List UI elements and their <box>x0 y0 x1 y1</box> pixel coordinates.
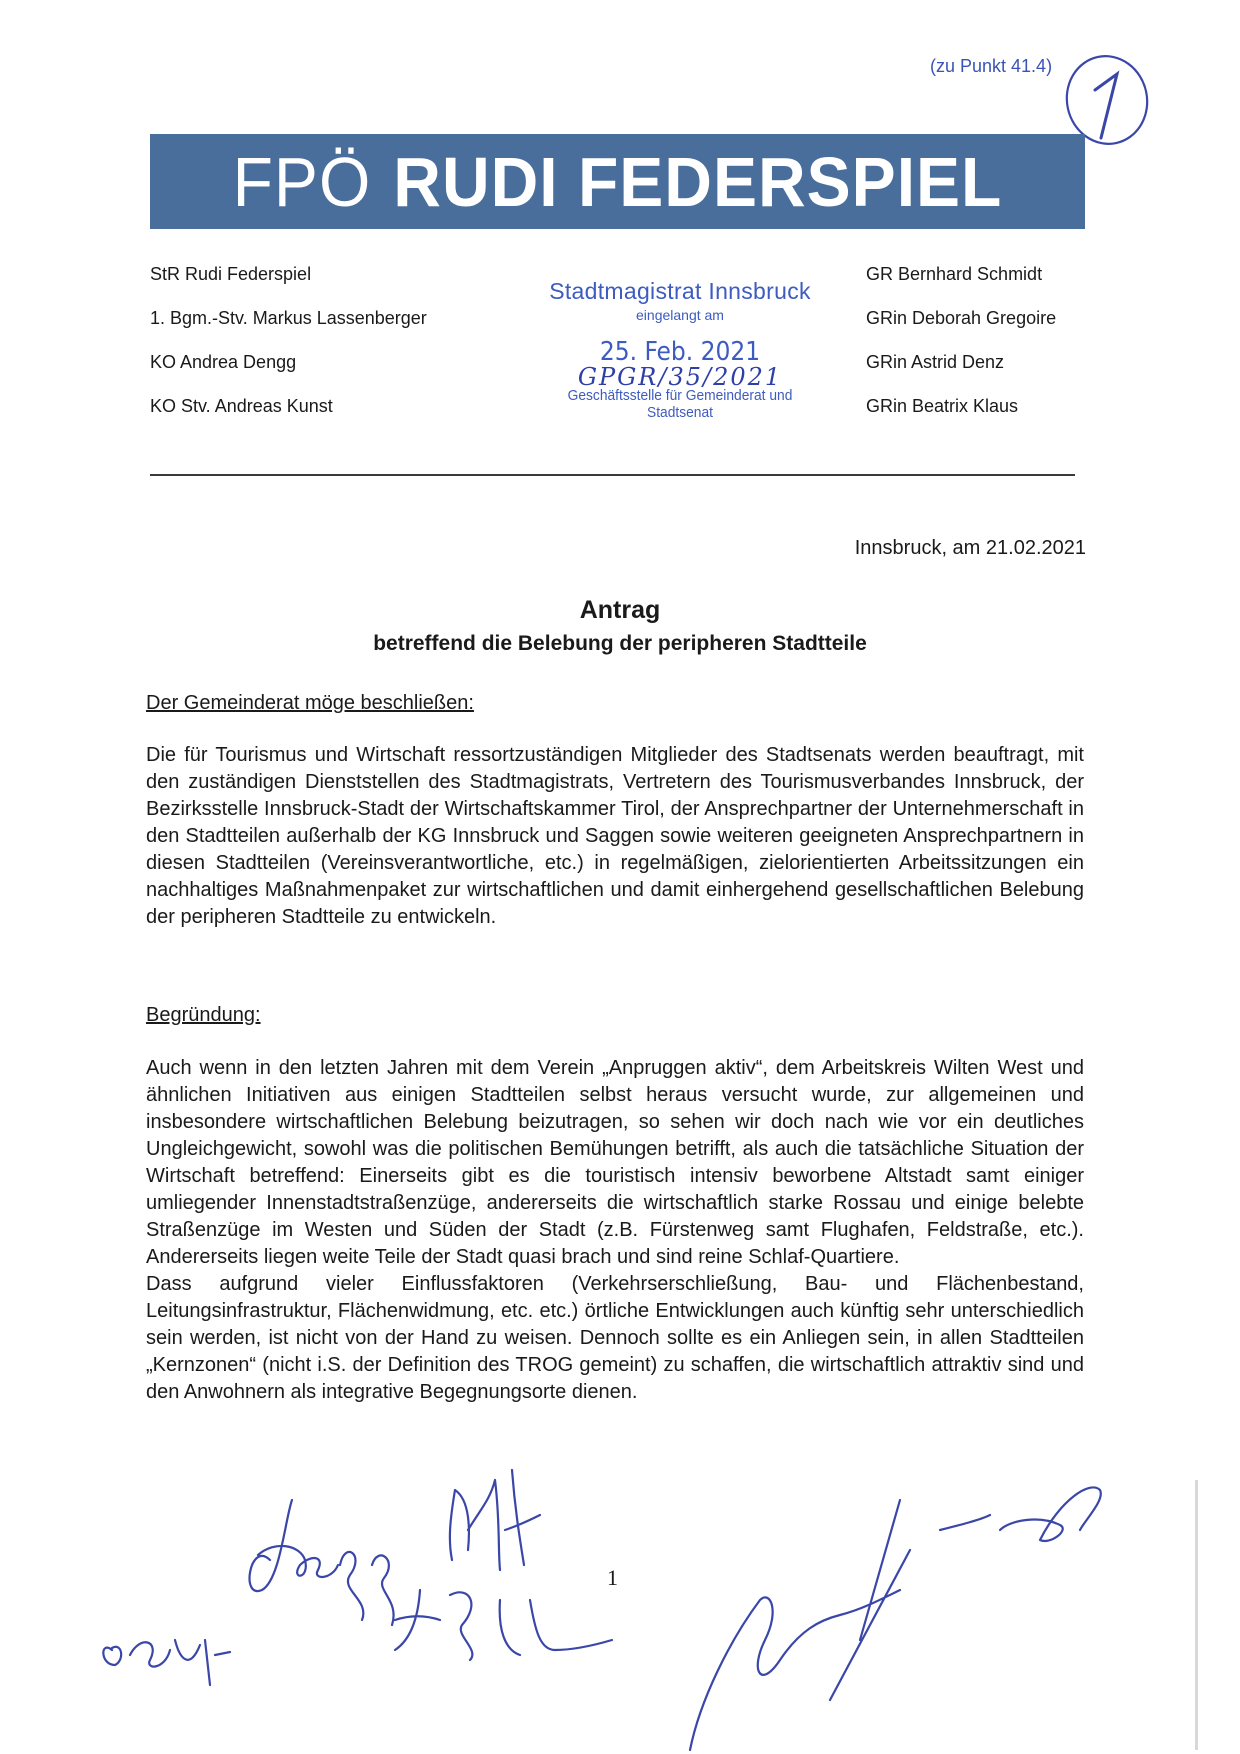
resolution-text <box>146 742 1084 931</box>
stamp-reference: GPGR/35/2021 <box>577 363 783 391</box>
banner-name: RUDI FEDERSPIEL <box>393 142 1003 221</box>
signatory: GRin Deborah Gregoire <box>866 308 1057 328</box>
header-divider <box>150 474 1075 476</box>
signatory: GR Bernhard Schmidt <box>866 264 1043 284</box>
reasoning-heading: Begründung: <box>146 1004 261 1026</box>
stamp-title: Stadtmagistrat Innsbruck <box>549 278 811 304</box>
place-date: Innsbruck, am 21.02.2021 <box>854 537 1086 559</box>
document-title: Antrag <box>579 596 661 624</box>
scan-edge-mark <box>1195 1480 1198 1750</box>
resolution-paragraph: Die für Tourismus und Wirtschaft ressortzuständigen Mitglieder des Stadtsenats werden beauftragt, mit den zuständigen Dienststellen des Stadtmagistrats, Vertretern des Tourismusverbandes Innsbruck, der Bezirksstelle Innsbruck-Stadt der Wirtschaftskammer Tirol, der Ansprechpartner der Unternehmerschaft in den Stadtteilen außerhalb der KG Innsbruck und Saggen sowie weiteren geeigneten Ansprechpartnern in diesen Stadtteilen (Vereinsverantwortliche, etc.) in regelmäßigen, zielorientierten Arbeitssitzungen ein nachhaltiges Maßnahmenpaket zur wirtschaftlichen und damit einhergehend gesellschaftlichen Belebung der peripheren Stadtteile zu entwickeln. <box>146 744 1084 928</box>
page-number: 1 <box>607 1565 618 1590</box>
signatories-right <box>866 252 1056 428</box>
signatory: 1. Bgm.-Stv. Markus Lassenberger <box>150 308 427 328</box>
banner-text <box>150 132 1085 232</box>
stamp-office: Geschäftsstelle für Gemeinderat und Stadtsenat <box>567 387 793 421</box>
signatory: StR Rudi Federspiel <box>150 264 312 284</box>
signatory: GRin Beatrix Klaus <box>866 396 1019 416</box>
stamp-received-label: eingelangt am <box>636 307 724 323</box>
signatory: GRin Astrid Denz <box>866 352 1005 372</box>
received-stamp <box>520 278 840 421</box>
page-reference: (zu Punkt 41.4) <box>930 56 1053 76</box>
banner-party: FPÖ <box>232 142 372 221</box>
stamp-date: 25. Feb. 2021 <box>599 337 761 367</box>
reasoning-paragraph: Dass aufgrund vieler Einflussfaktoren (Verkehrserschließung, Bau- und Flächenbestand, Leitungsinfrastruktur, Flächenwidmung, etc. etc.) örtliche Entwicklungen auch künftig sehr unterschiedlich sein werden, ist nicht von der Hand zu weisen. Dennoch sollte es ein Anliegen sein, in allen Stadtteilen „Kernzonen“ (nicht i.S. der Definition des TROG gemeint) zu schaffen, die wirtschaftlich attraktiv sind und den Anwohnern als integrative Begegnungsorte dienen. <box>146 1273 1084 1403</box>
resolution-heading: Der Gemeinderat möge beschließen: <box>146 692 474 714</box>
signatories-left <box>150 252 427 428</box>
reasoning-paragraph: Auch wenn in den letzten Jahren mit dem Verein „Anpruggen aktiv“, dem Arbeitskreis Wilten West und ähnlichen Initiativen aus einigen Stadtteilen selbst heraus versucht wurde, zur allgemeinen und insbesondere wirtschaftlichen Belebung beizutragen, so sehen wir doch nach wie vor ein deutliches Ungleichgewicht, sowohl was die politischen Bemühungen betrifft, als auch die tatsächliche Situation der Wirtschaft betreffend: Einerseits gibt es die touristisch intensiv beworbene Altstadt samt einiger umliegender Innenstadtstraßenzüge, andererseits die wirtschaftlich starke Rossau und einige belebte Straßenzüge im Westen und Süden der Stadt (z.B. Fürstenweg samt Flughafen, Feldstraße, etc.). Andererseits liegen weite Teile der Stadt quasi brach und sind reine Schlaf-Quartiere. <box>146 1057 1084 1268</box>
document-subtitle: betreffend die Belebung der peripheren Stadtteile <box>373 632 867 655</box>
reasoning-text <box>146 1055 1084 1406</box>
party-banner <box>150 134 1085 229</box>
signatory: KO Stv. Andreas Kunst <box>150 396 333 416</box>
signatory: KO Andrea Dengg <box>150 352 297 372</box>
